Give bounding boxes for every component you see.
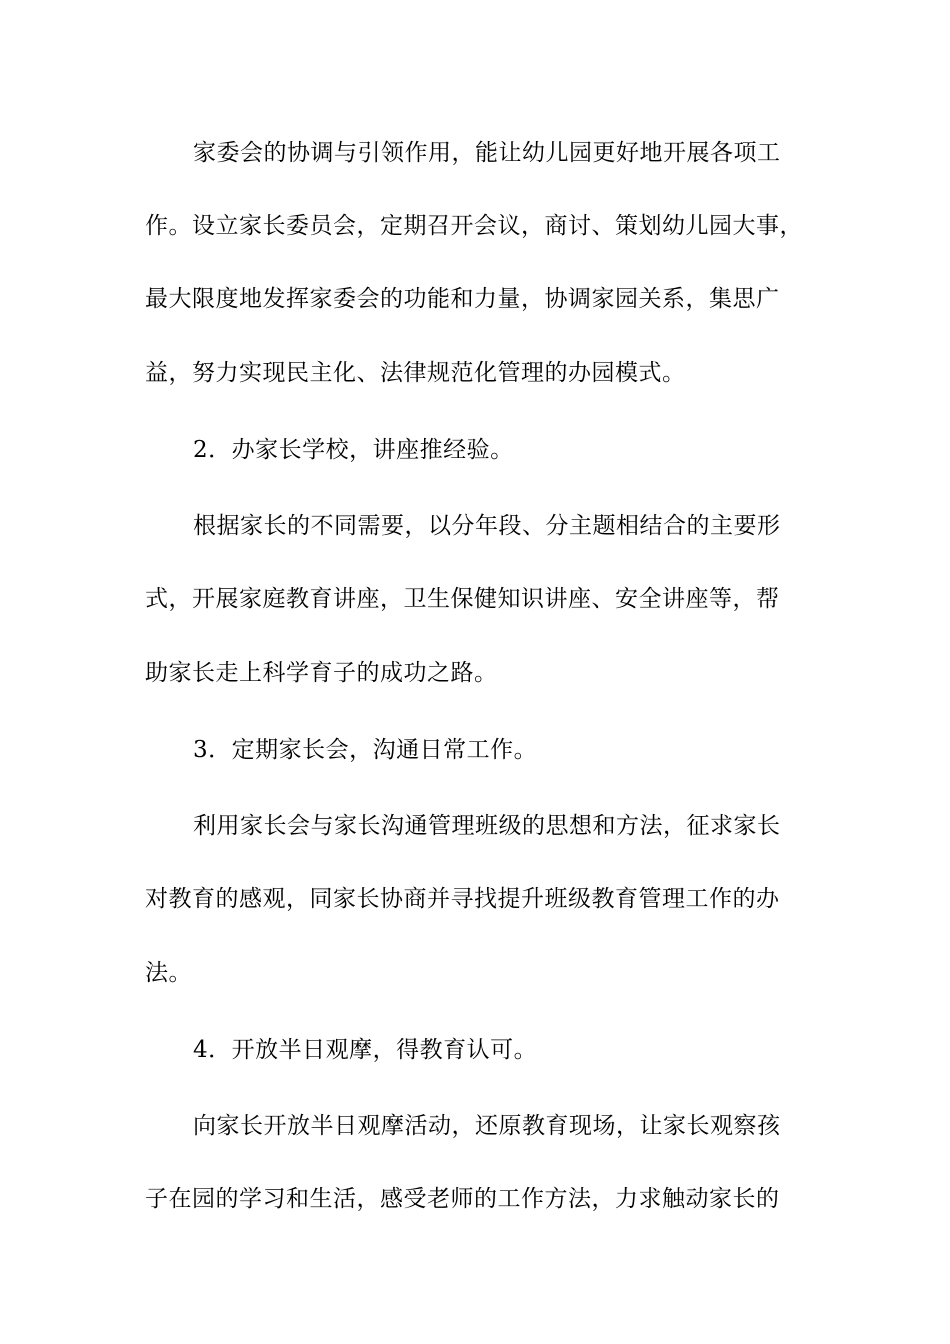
paragraph-line: 益，努力实现民主化、法律规范化管理的办园模式。 xyxy=(145,360,686,386)
paragraph-line: 式，开展家庭教育讲座，卫生保健知识讲座、安全讲座等，帮 xyxy=(145,586,780,612)
paragraph-line: 家委会的协调与引领作用，能让幼儿园更好地开展各项工 xyxy=(193,140,781,166)
section-heading: 2．办家长学校，讲座推经验。 xyxy=(193,437,514,463)
paragraph-line: 子在园的学习和生活，感受老师的工作方法，力求触动家长的 xyxy=(145,1186,780,1212)
section-heading: 3．定期家长会，沟通日常工作。 xyxy=(193,737,538,763)
paragraph-line: 作。设立家长委员会，定期召开会议，商讨、策划幼儿园大事， xyxy=(145,213,803,239)
paragraph-line: 根据家长的不同需要，以分年段、分主题相结合的主要形 xyxy=(193,513,781,539)
paragraph-line: 法。 xyxy=(145,960,192,986)
paragraph-line: 助家长走上科学育子的成功之路。 xyxy=(145,660,498,686)
paragraph-line: 向家长开放半日观摩活动，还原教育现场，让家长观察孩 xyxy=(193,1113,781,1139)
paragraph-line: 利用家长会与家长沟通管理班级的思想和方法，征求家长 xyxy=(193,813,781,839)
section-heading: 4．开放半日观摩，得教育认可。 xyxy=(193,1037,538,1063)
paragraph-line: 最大限度地发挥家委会的功能和力量，协调家园关系，集思广 xyxy=(145,286,780,312)
paragraph-line: 对教育的感观，同家长协商并寻找提升班级教育管理工作的办 xyxy=(145,886,780,912)
